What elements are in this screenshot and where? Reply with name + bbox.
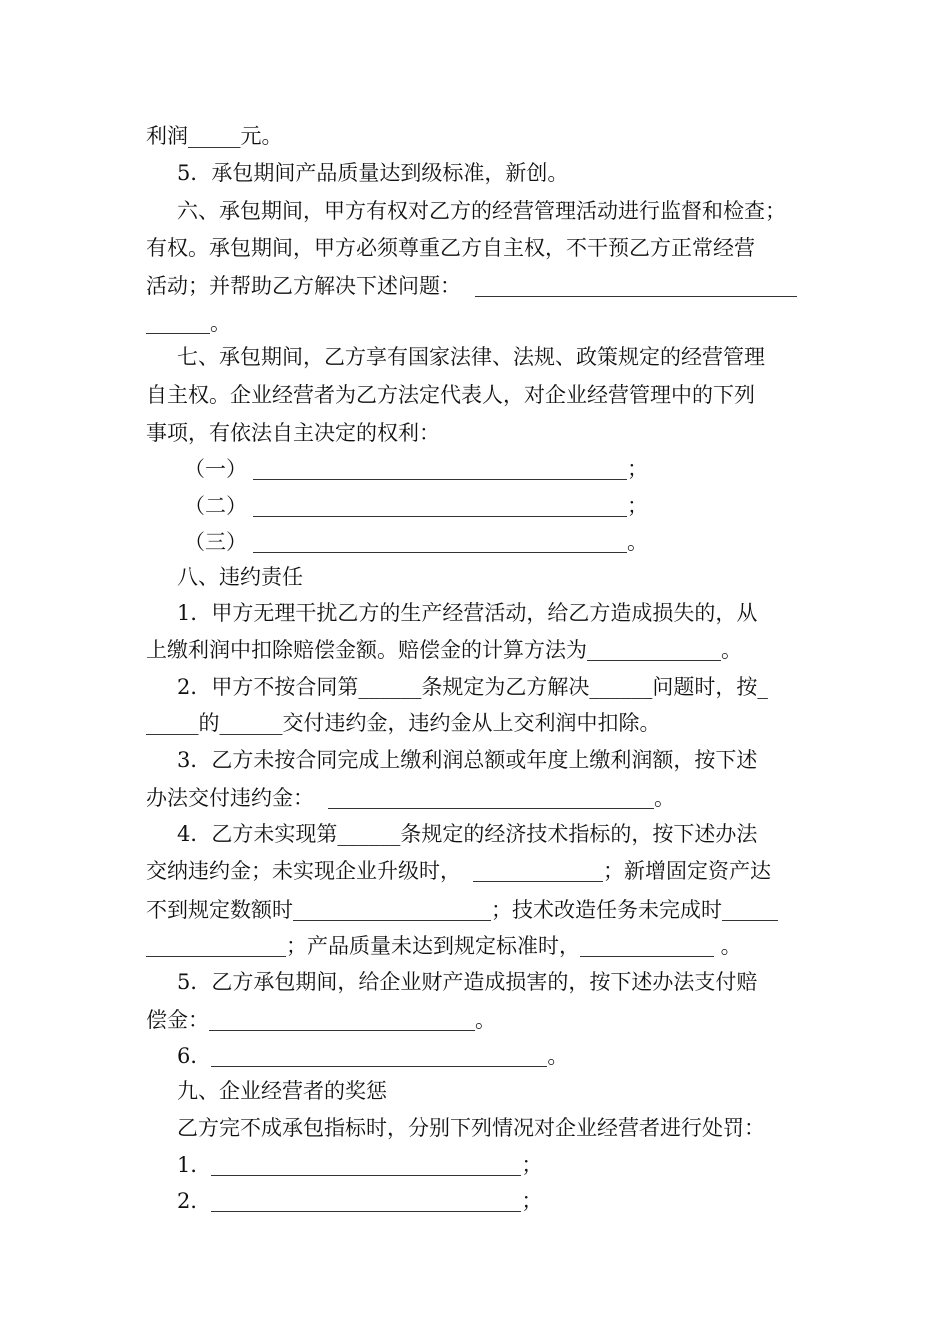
text-line: 利润_____元。 — [146, 124, 283, 148]
fill-blank — [146, 311, 210, 334]
text-segment: 。 — [714, 934, 742, 958]
text-segment: 活动；并帮助乙方解决下述问题： — [146, 274, 461, 298]
section-heading: 九、企业经营者的奖惩 — [177, 1079, 387, 1103]
text-segment: 。 — [721, 638, 742, 662]
text-segment: ； — [521, 1189, 543, 1213]
text-line: 有权。承包期间，甲方必须尊重乙方自主权，不干预乙方正常经营 — [146, 236, 755, 260]
text-segment: ； — [627, 457, 648, 481]
fill-blank — [211, 1044, 547, 1067]
section-heading: 八、违约责任 — [177, 565, 303, 589]
text-line: 1．甲方无理干扰乙方的生产经营活动，给乙方造成损失的，从 — [177, 601, 758, 625]
text-line — [184, 527, 648, 557]
text-segment: 6． — [177, 1044, 212, 1068]
fill-blank — [293, 898, 491, 921]
text-segment: ； — [521, 1153, 543, 1177]
fill-blank — [328, 786, 654, 809]
text-line: 六、承包期间，甲方有权对乙方的经营管理活动进行监督和检查； — [177, 199, 786, 223]
text-line: 5．乙方承包期间，给企业财产造成损害的，按下述办法支付赔 — [177, 970, 758, 994]
fill-blank — [253, 530, 627, 553]
text-segment: 。 — [210, 311, 231, 335]
text-line: 事项，有依法自主决定的权利： — [146, 421, 440, 445]
text-segment: ；新增固定资产达 — [603, 859, 771, 883]
text-line: 乙方完不成承包指标时，分别下列情况对企业经营者进行处罚： — [177, 1116, 765, 1140]
text-segment: 上缴利润中扣除赔偿金额。赔偿金的计算方法为 — [146, 638, 587, 662]
text-line: 七、承包期间，乙方享有国家法律、法规、政策规定的经营管理 — [177, 345, 765, 369]
fill-blank — [580, 934, 714, 957]
text-segment: （二） — [184, 494, 247, 518]
fill-blank — [146, 934, 286, 957]
text-segment: 不到规定数额时 — [146, 898, 293, 922]
text-line — [177, 1150, 542, 1180]
text-line: 3．乙方未按合同完成上缴利润总额或年度上缴利润额，按下述 — [177, 748, 758, 772]
fill-blank — [253, 494, 627, 517]
fill-blank — [722, 898, 778, 921]
text-line — [146, 783, 675, 813]
fill-blank — [211, 1189, 521, 1212]
text-segment: ； — [627, 494, 648, 518]
fill-blank — [253, 457, 627, 480]
fill-blank — [211, 1153, 521, 1176]
text-line — [146, 1005, 496, 1035]
text-line: 5．承包期间产品质量达到级标准，新创。 — [177, 161, 569, 185]
text-segment: 。 — [475, 1008, 496, 1032]
text-segment: ；技术改造任务未完成时 — [491, 898, 722, 922]
text-segment: 偿金： — [146, 1008, 209, 1032]
text-line — [146, 931, 742, 961]
text-line — [146, 856, 771, 886]
text-line — [177, 1186, 542, 1216]
text-line: _____的______交付违约金，违约金从上交利润中扣除。 — [146, 711, 661, 735]
text-line — [146, 635, 742, 665]
text-line: 自主权。企业经营者为乙方法定代表人，对企业经营管理中的下列 — [146, 383, 755, 407]
fill-blank — [475, 274, 797, 297]
text-line: 2．甲方不按合同第______条规定为乙方解决______问题时，按_ — [177, 675, 768, 699]
text-segment: 2． — [177, 1189, 212, 1213]
text-line — [184, 491, 648, 521]
text-segment: 。 — [547, 1044, 569, 1068]
text-segment: 交纳违约金；未实现企业升级时， — [146, 859, 461, 883]
text-line — [177, 1041, 568, 1071]
fill-blank — [209, 1008, 475, 1031]
text-segment: 办法交付违约金： — [146, 786, 314, 810]
text-segment: （三） — [184, 530, 247, 554]
text-segment: ；产品质量未达到规定标准时， — [286, 934, 580, 958]
text-line: 4．乙方未实现第______条规定的经济技术指标的，按下述办法 — [177, 822, 758, 846]
text-line — [146, 308, 231, 338]
text-line — [146, 895, 778, 925]
fill-blank — [587, 638, 721, 661]
text-line — [146, 271, 797, 301]
fill-blank — [473, 859, 603, 882]
text-segment: （一） — [184, 457, 247, 481]
text-segment: 。 — [654, 786, 675, 810]
text-segment: 1． — [177, 1153, 212, 1177]
text-segment: 。 — [627, 530, 648, 554]
text-line — [184, 454, 648, 484]
